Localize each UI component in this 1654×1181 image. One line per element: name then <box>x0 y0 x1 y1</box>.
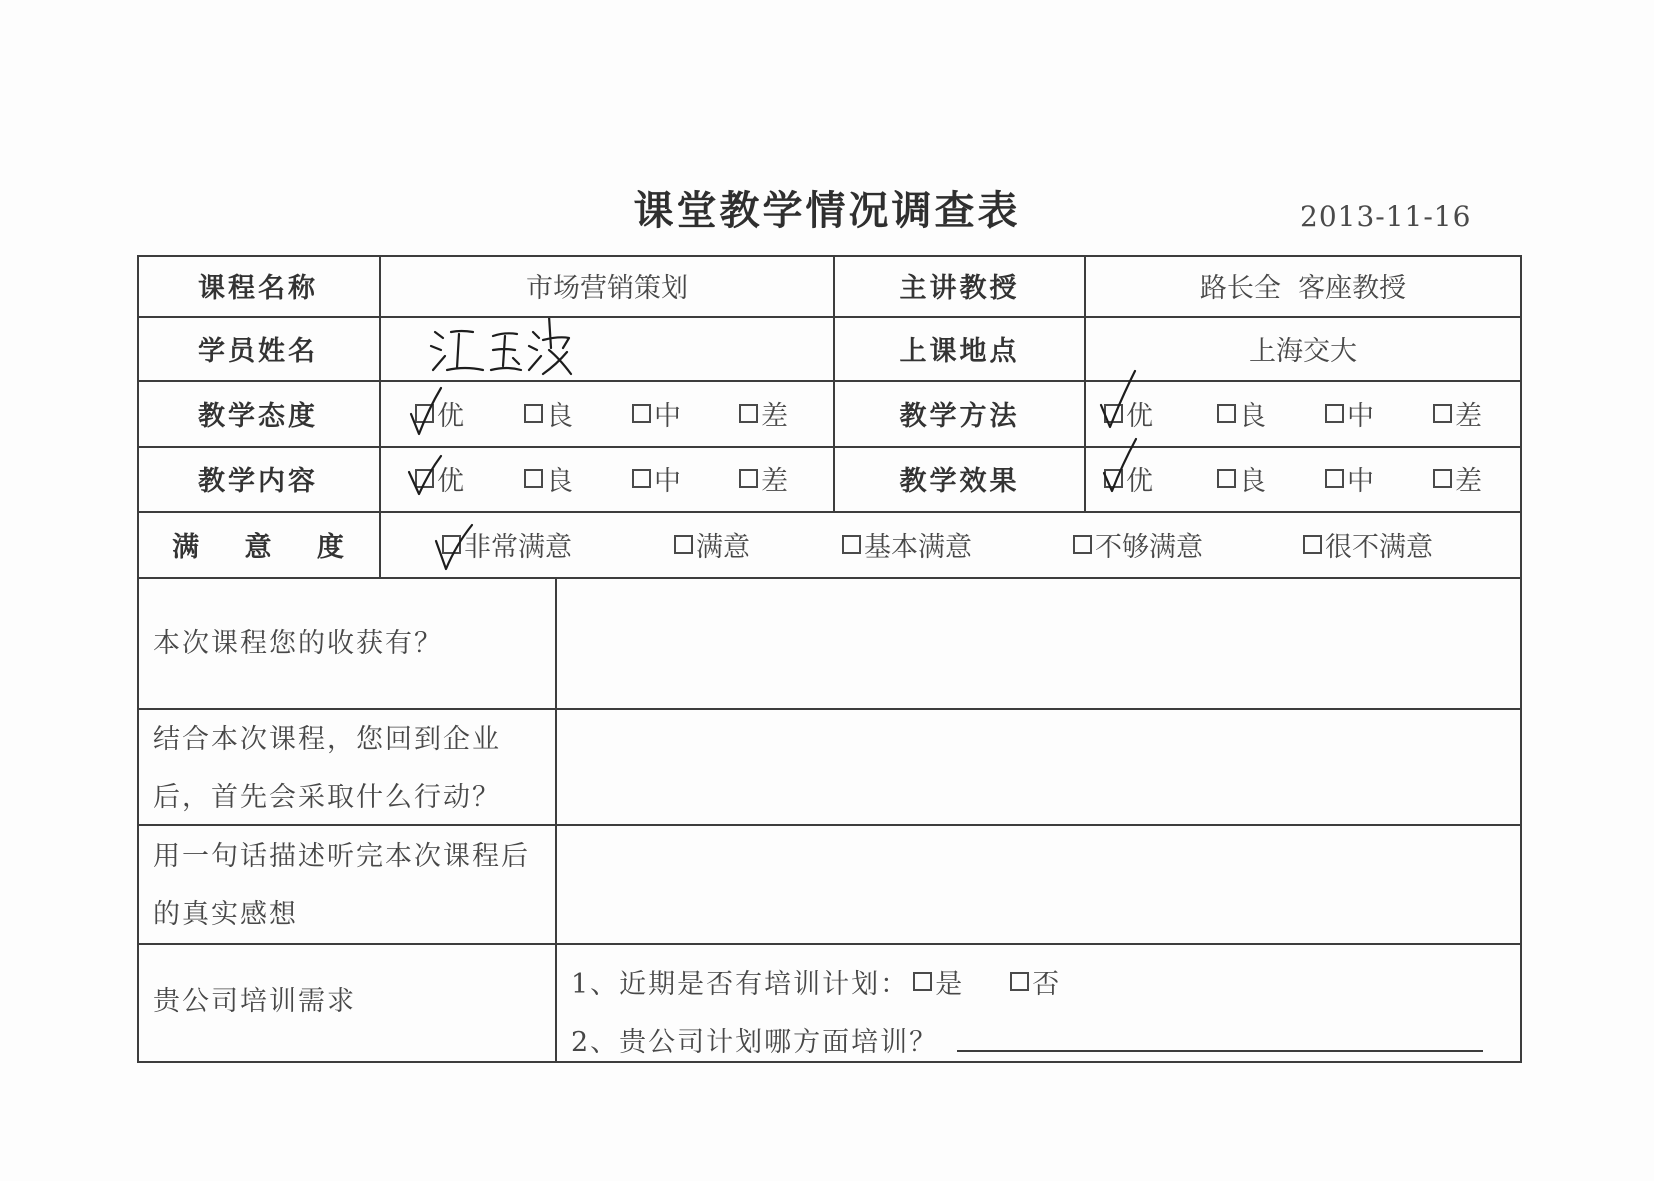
checkbox-icon <box>913 972 932 991</box>
effect-label: 教学效果 <box>899 466 1020 497</box>
checkbox-icon <box>524 404 543 423</box>
attitude-label: 教学态度 <box>198 400 318 432</box>
checkbox-icon <box>1104 469 1123 488</box>
checkbox-icon <box>739 404 758 423</box>
student-name-signature <box>421 318 601 382</box>
satisfaction-option-basically-satisfied[interactable]: 基本满意 <box>842 524 972 564</box>
survey-table <box>137 255 1522 1065</box>
student-name-field[interactable] <box>381 316 833 380</box>
checkbox-icon <box>1217 469 1236 488</box>
checkbox-icon <box>1010 972 1029 991</box>
question-action: 结合本次课程，您回到企业后，首先会采取什么行动？ <box>153 724 501 813</box>
method-label: 教学方法 <box>899 400 1020 432</box>
satisfaction-option-not-quite-satisfied[interactable]: 不够满意 <box>1073 524 1203 564</box>
checkbox-icon <box>1104 404 1123 423</box>
checkbox-icon <box>1303 535 1322 554</box>
method-option-fair[interactable]: 中 <box>1325 393 1374 433</box>
training-plan-no-option[interactable]: 否 <box>1010 961 1061 1001</box>
form-date: 2013-11-16 <box>1300 200 1472 233</box>
course-name-label: 课程名称 <box>198 273 318 304</box>
answer-feeling-field[interactable] <box>557 826 1520 943</box>
checkbox-icon <box>674 535 693 554</box>
checkbox-icon <box>739 469 758 488</box>
attitude-option-poor[interactable]: 差 <box>739 393 788 433</box>
checkbox-icon <box>1217 404 1236 423</box>
checkbox-icon <box>1433 469 1452 488</box>
satisfaction-option-very-dissatisfied[interactable]: 很不满意 <box>1303 524 1433 564</box>
course-name-value[interactable]: 市场营销策划 <box>526 273 688 304</box>
question-gain: 本次课程您的收获有？ <box>153 628 443 659</box>
attitude-option-good[interactable]: 良 <box>524 393 573 433</box>
content-option-good[interactable]: 良 <box>524 458 573 498</box>
checkbox-icon <box>524 469 543 488</box>
content-label: 教学内容 <box>198 466 318 497</box>
checkbox-icon <box>415 404 434 423</box>
effect-option-excellent[interactable]: 优 <box>1104 458 1153 498</box>
checkbox-icon <box>1325 469 1344 488</box>
training-area-question: 2、贵公司计划哪方面培训？ <box>571 1026 939 1058</box>
checkbox-icon <box>632 469 651 488</box>
satisfaction-label: 满 意 度 <box>172 531 362 563</box>
student-name-label: 学员姓名 <box>198 335 318 367</box>
question-training-needs: 贵公司培训需求 <box>153 986 356 1017</box>
training-plan-yes-option[interactable]: 是 <box>913 961 964 1001</box>
answer-gain-field[interactable] <box>557 579 1520 708</box>
answer-action-field[interactable] <box>557 710 1520 824</box>
checkbox-icon <box>842 535 861 554</box>
question-feeling: 用一句话描述听完本次课程后的真实感想 <box>153 841 530 930</box>
effect-option-poor[interactable]: 差 <box>1433 458 1482 498</box>
lecturer-value[interactable]: 路长全 客座教授 <box>1199 273 1407 304</box>
satisfaction-option-very-satisfied[interactable]: 非常满意 <box>442 524 572 564</box>
location-label: 上课地点 <box>899 335 1020 367</box>
checkbox-icon <box>442 535 461 554</box>
checkbox-icon <box>1433 404 1452 423</box>
attitude-option-excellent[interactable]: 优 <box>415 393 464 433</box>
training-plan-question: 1、近期是否有培训计划： 是 否 <box>571 961 1061 1001</box>
checkbox-icon <box>1325 404 1344 423</box>
checkbox-icon <box>632 404 651 423</box>
satisfaction-option-satisfied[interactable]: 满意 <box>674 524 750 564</box>
attitude-option-fair[interactable]: 中 <box>632 393 681 433</box>
effect-option-fair[interactable]: 中 <box>1325 458 1374 498</box>
content-option-excellent[interactable]: 优 <box>415 458 464 498</box>
training-area-answer-line[interactable] <box>957 1050 1483 1052</box>
checkbox-icon <box>415 469 434 488</box>
location-value[interactable]: 上海交大 <box>1249 335 1357 367</box>
method-option-excellent[interactable]: 优 <box>1104 393 1153 433</box>
form-title: 课堂教学情况调查表 <box>633 188 1021 234</box>
method-option-good[interactable]: 良 <box>1217 393 1266 433</box>
content-option-poor[interactable]: 差 <box>739 458 788 498</box>
lecturer-label: 主讲教授 <box>899 273 1020 304</box>
effect-option-good[interactable]: 良 <box>1217 458 1266 498</box>
content-option-fair[interactable]: 中 <box>632 458 681 498</box>
checkbox-icon <box>1073 535 1092 554</box>
method-option-poor[interactable]: 差 <box>1433 393 1482 433</box>
